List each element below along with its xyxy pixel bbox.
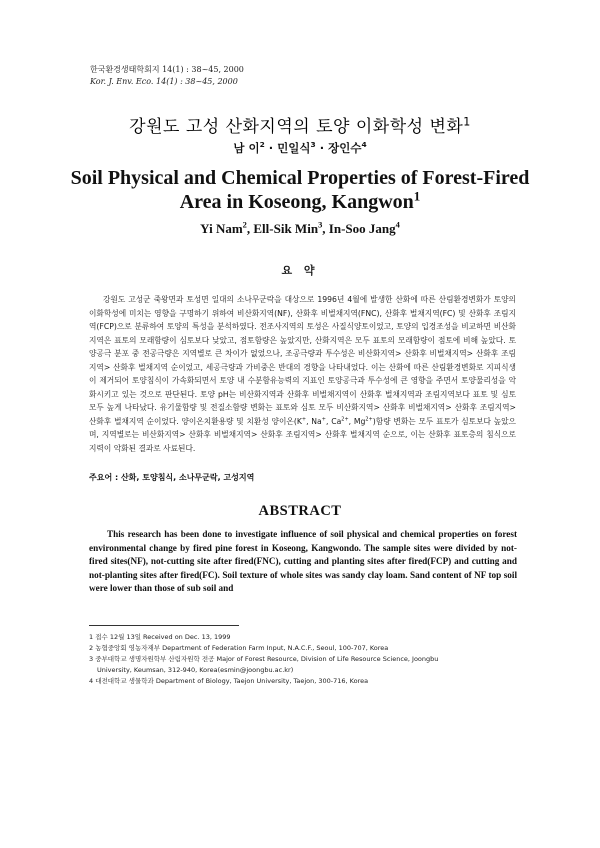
- author-en-3-mark: 4: [395, 219, 400, 230]
- author-ko-3-mark: 4: [361, 140, 367, 150]
- footnote-4: 4 대전대학교 생물학과 Department of Biology, Taejon University, Taejon, 300-716, Korea: [89, 677, 369, 685]
- author-en-separator: ,: [322, 221, 329, 236]
- author-ko-2-mark: 3: [310, 140, 316, 150]
- author-en-2: Ell-Sik Min: [253, 221, 319, 236]
- author-separator: ·: [264, 141, 278, 155]
- ion-charge: 2+: [341, 415, 349, 422]
- title-english-footnote-mark: 1: [413, 188, 421, 204]
- korean-abstract-text: 강원도 고성군 죽왕면과 토성면 일대의 소나무군락을 대상으로 1996년 4월에 발생한 산화에 따른 산림환경변화가 토양의 이화학성에 미치는 영향을 구명하기 위하여 비산화지역(NF), 산화후 비벌채지역(FNC), 산화후 벌채지역(FC) 및 산화후 조림지역(FCP)으로 분류하여 토양의 특성을 분석하였다. 전조사지역의 토성은 사질식양토이었고, 토양의 입경조성을 비교하면 비산화지역은 표토의 모래함량이 심토보다 낮았고, 점토함량은 높았지만, 산화지역은 모두 표토의 모래함량이 점토에 비해 높았다. 토양공극 분포 중 전공극량은 지역별로 큰 차이가 없었으나, 조공극량과 투수성은 비산화지역> 산화후 비벌채지역> 산화후 조림지역> 산화후 벌채지역 순이었고, 세공극량과 가비중은 반대의 경향을 나타내었다. 이는 산화에 따른 산림환경변화로 지피식생이 제거되어 토양침식이 가속화되면서 토양 내 수분함유능력의 지표인 토양공극과 투수성에 큰 영향을 주면서 토양물리성을 악화시키고 있는 것으로 판단된다. 토양 pH는 비산화지역과 산화후 비벌채지역이 산화후 벌채지역과 조림지역보다 표토 및 심토 모두 높게 나타났다. 유기물함량 및 전질소함량 변화는 표토와 심토 모두 비산화지역> 산화후 비벌채지역> 산화후 조림지역> 산화후 벌채지역 순이었다. 양이온치환용량 및 치환성 양이온(K: [89, 295, 516, 426]
- ion-charge: 2+: [365, 415, 373, 422]
- title-korean-footnote-mark: 1: [463, 115, 471, 129]
- author-en-1: Yi Nam: [200, 221, 243, 236]
- korean-abstract-heading: 요 약: [281, 264, 319, 277]
- author-en-separator: ,: [246, 221, 254, 236]
- title-english-line2: Area in Koseong, Kangwon: [179, 191, 414, 213]
- journal-citation-en: Kor. J. Env. Eco. 14(1) : 38~45, 2000: [90, 77, 238, 86]
- footnote-divider: [89, 625, 239, 626]
- journal-citation-ko: 한국환경생태학회지 14(1) : 38~45, 2000: [90, 65, 244, 74]
- english-abstract: [89, 528, 517, 596]
- ion-text: , Ca: [325, 416, 342, 426]
- author-en-3: In-Soo Jang: [328, 221, 396, 236]
- keywords: 주요어 : 산화, 토양침식, 소나무군락, 고성지역: [89, 473, 255, 482]
- title-english: [0, 166, 600, 214]
- author-ko-1-mark: 2: [259, 140, 265, 150]
- english-abstract-paragraph: This research has been done to investigate influence of soil physical and chemical properties on forest environmental change by fired pine forest in Koseong, Kangwondo. The sample sites were divided by not-fired sites(NF), not-cutting site after fired(FNC), cutting and planting sites after fired(FCP) and cutting and not-planting sites after fired(FC). Soil texture of whole sites was sandy clay loam. Sand content of NF top soil were lower than those of sub soil and: [89, 529, 517, 594]
- korean-abstract-paragraph: [89, 293, 516, 455]
- ion-text: , Na: [306, 416, 322, 426]
- author-separator: ·: [315, 141, 329, 155]
- footnote-3: 3 중부대학교 생명자원학부 산림자원학 전공 Major of Forest Resource, Division of Life Resource Science, Joongbu: [89, 655, 439, 663]
- author-ko-3: 장인수: [328, 141, 362, 155]
- footnote-3-continued: University, Keumsan, 312-940, Korea(esmin@joongbu.ac.kr): [97, 666, 294, 674]
- ion-text: , Mg: [348, 416, 366, 426]
- ion-charge: +: [301, 415, 307, 422]
- authors-korean: [0, 140, 600, 156]
- journal-citation: [90, 64, 244, 88]
- korean-abstract-end: )함량 변화는 모두 표토가 심토보다 높았으며, 지역별로는 비산화지역> 산화후 비벌채지역> 산화후 조림지역> 산화후 벌채지역 순으로, 이는 산화후 표토층의 침식으로 지력이 악화된 결과로 사료된다.: [89, 416, 516, 453]
- author-ko-1: 남 이: [233, 141, 260, 155]
- korean-abstract: [89, 293, 516, 455]
- abstract-heading: ABSTRACT: [258, 503, 342, 519]
- title-english-line2-wrap: [0, 190, 600, 214]
- authors-english: [0, 221, 600, 237]
- author-en-2-mark: 3: [318, 219, 323, 230]
- title-korean-text: 강원도 고성 산화지역의 토양 이화학성 변화: [129, 117, 464, 137]
- author-en-1-mark: 2: [242, 219, 247, 230]
- title-english-line1: Soil Physical and Chemical Properties of Forest-Fired: [70, 167, 530, 189]
- ion-charge: +: [321, 415, 326, 422]
- footnote-2: 2 농협중앙회 영농자재부 Department of Federation Farm Input, N.A.C.F., Seoul, 100-707, Korea: [89, 644, 389, 652]
- author-ko-2: 민일식: [277, 141, 311, 155]
- title-korean: [0, 112, 600, 137]
- footnote-1: 1 접수 12월 13일 Received on Dec. 13, 1999: [89, 633, 231, 641]
- footnotes: [89, 632, 521, 687]
